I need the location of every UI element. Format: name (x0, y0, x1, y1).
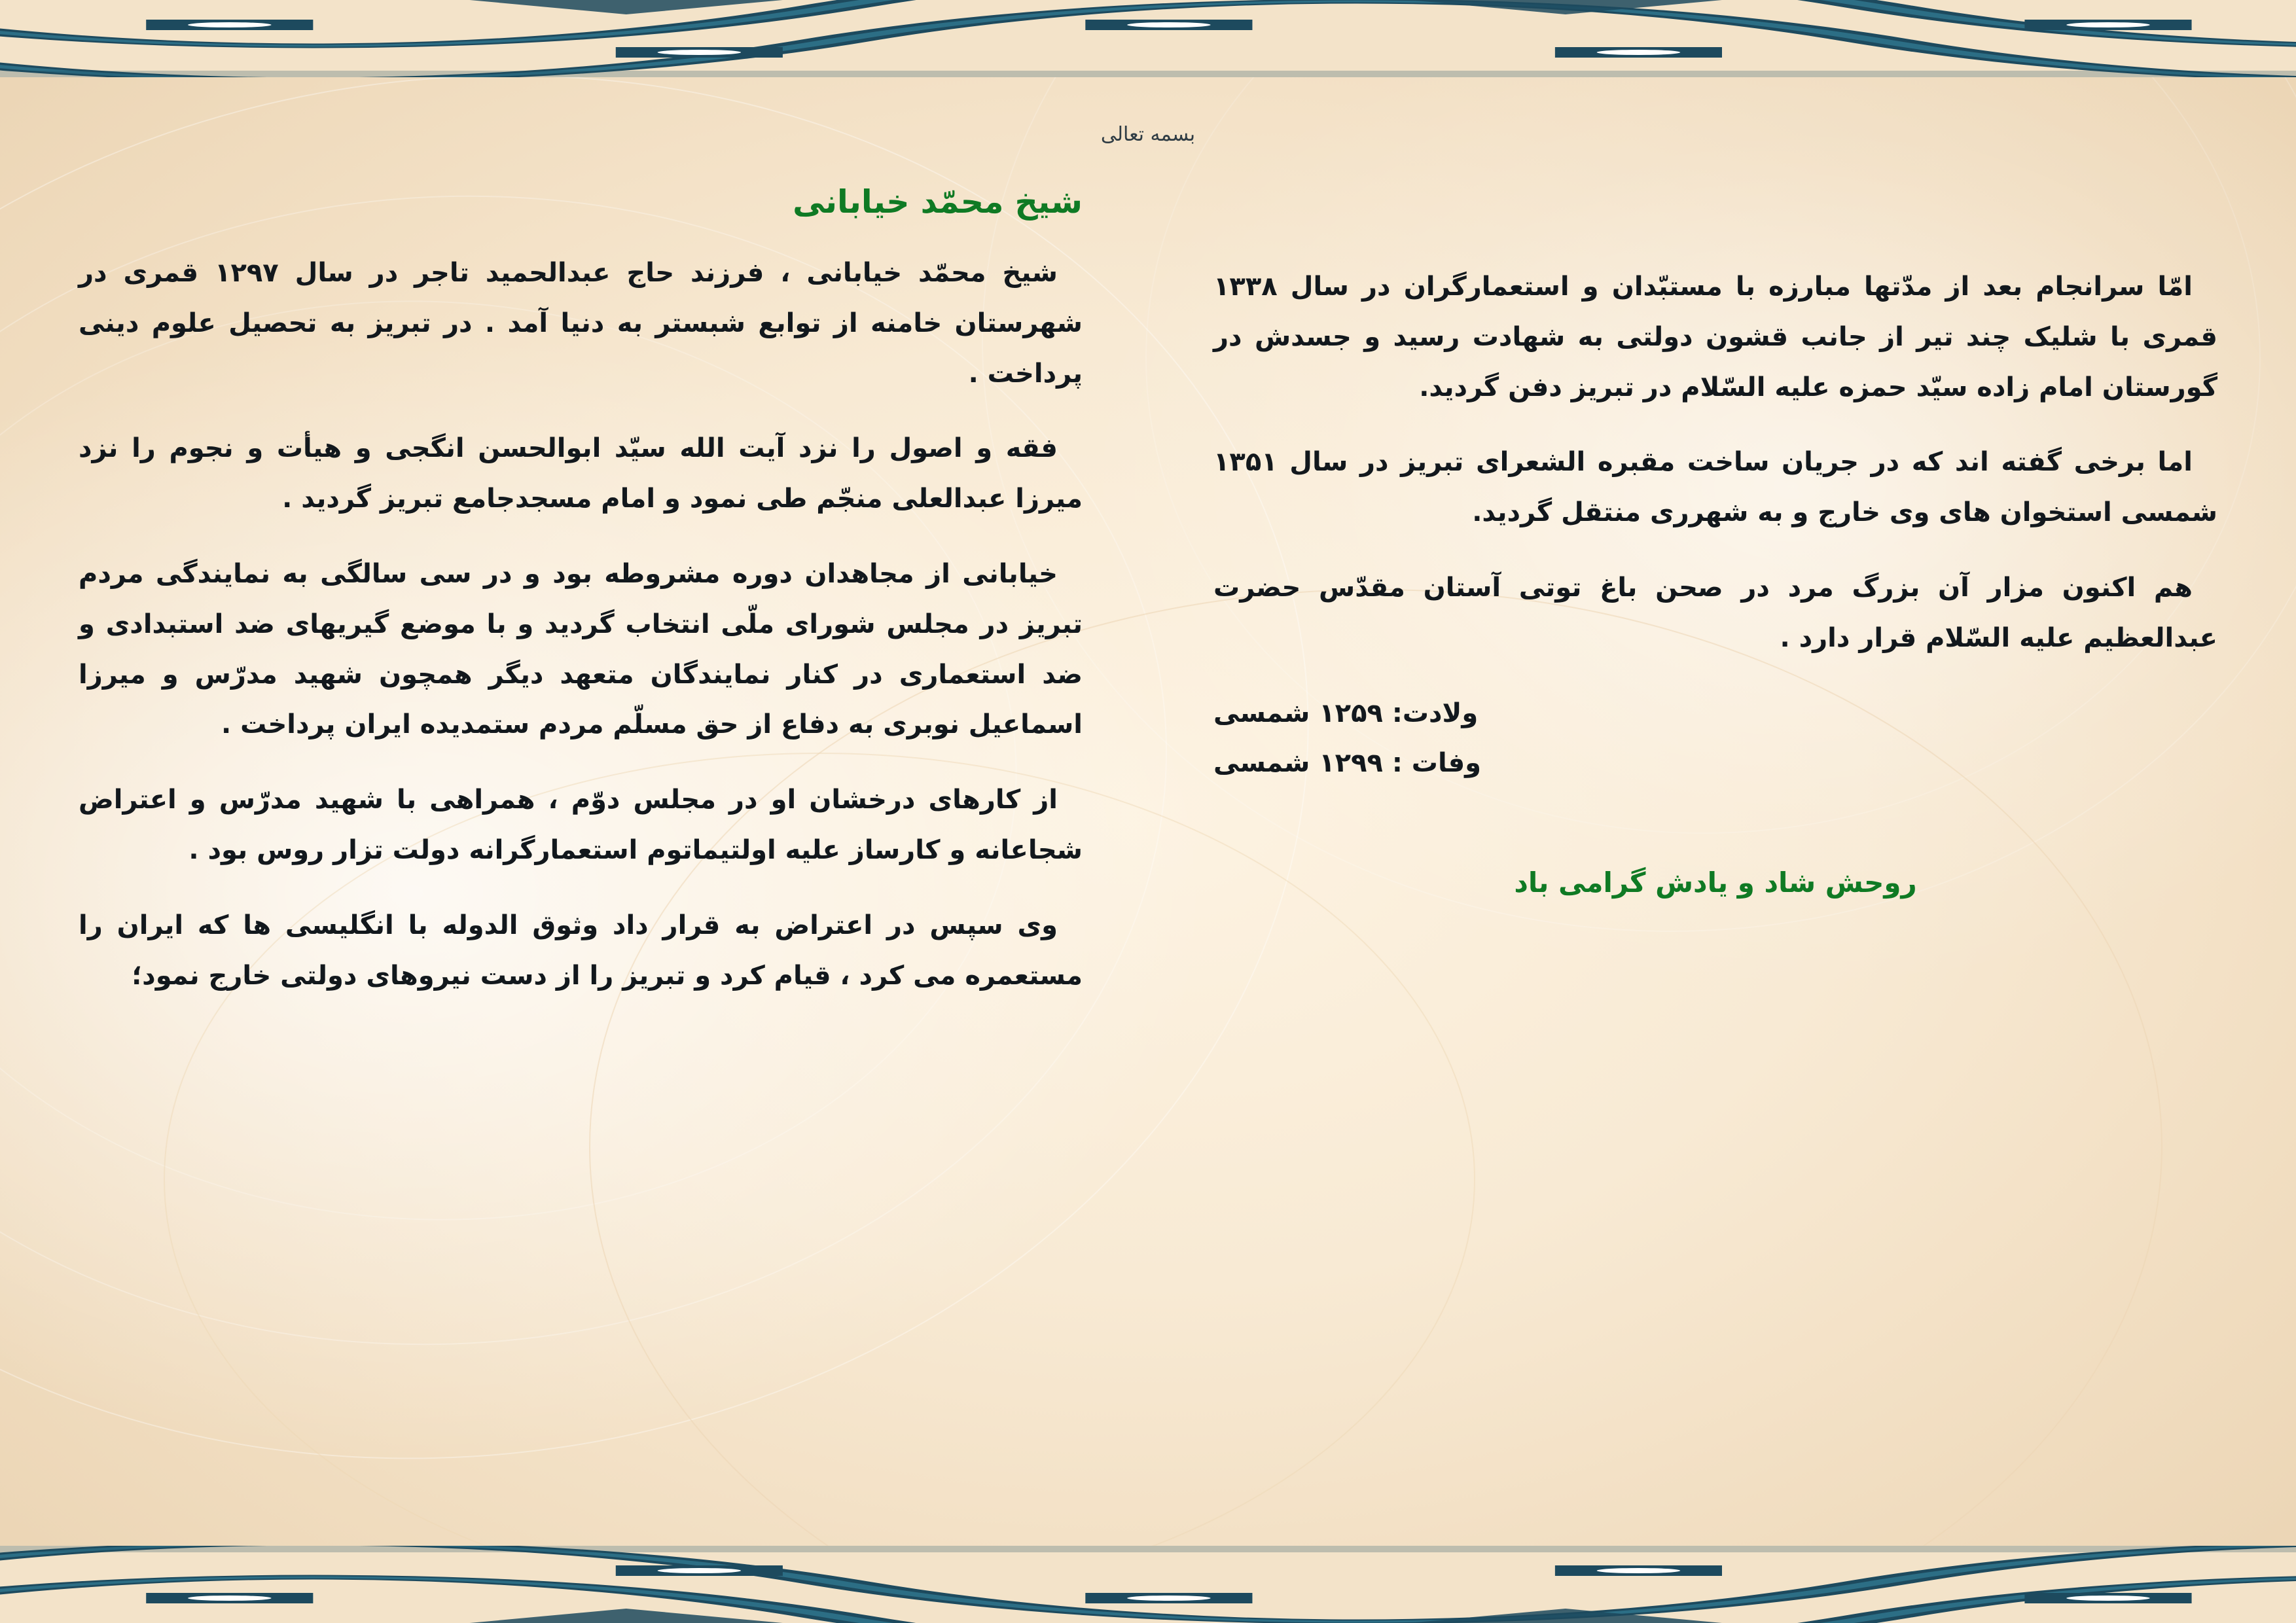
ornament-pattern (0, 0, 2296, 77)
paragraph: خیابانی از مجاهدان دوره مشروطه بود و در سی سالگی به نمایندگی مردم تبریز در مجلس شورای ملّی انتخاب گردید و با موضع گیریهای ضد استبدادی و ضد استعماری در کنار نمایندگان متعهد دیگر همچون شهید مدرّس و میرزا اسماعیل نوبری به دفاع از حق مسلّم مردم ستمدیده ایران پرداخت . (79, 558, 1083, 740)
paragraph: امّا سرانجام بعد از مدّتها مبارزه با مستبّدان و استعمارگران در سال ۱۳۳۸ قمری با شلیک چند تیر از جانب قشون دولتی به شهادت رسید و جسدش در گورستان امام زاده سیّد حمزه علیه السّلام در تبریز دفن گردید. (1213, 272, 2217, 402)
paragraph: شیخ محمّد خیابانی ، فرزند حاج عبدالحمید تاجر در سال ۱۲۹۷ قمری در شهرستان خامنه از توابع شبستر به دنیا آمد . در تبریز به تحصیل علوم دینی پرداخت . (79, 258, 1083, 389)
paragraph: هم اکنون مزار آن بزرگ مرد در صحن باغ توتی آستان مقدّس حضرت عبدالعظیم علیه السّلام قرار دارد . (1213, 572, 2217, 653)
paragraph: وی سپس در اعتراض به قرار داد وثوق الدوله با انگلیسی ها که ایران را مستعمره می کرد ، قیام کرد و تبریز را از دست نیروهای دولتی خارج نمود؛ (79, 910, 1083, 991)
paragraph: از کارهای درخشان او در مجلس دوّم ، همراهی با شهید مدرّس و اعتراض شجاعانه و کارساز علیه اولتیماتوم استعمارگرانه دولت تزار روس بود . (79, 785, 1083, 865)
bismillah-line: بسمه تعالی (1100, 123, 1196, 146)
page-title: شیخ محمّد خیابانی (793, 183, 1083, 221)
paragraph: فقه و اصول را نزد آیت الله سیّد ابوالحسن انگجی و هیأت و نجوم را نزد میرزا عبدالعلی منجّم طی نمود و امام مسجدجامع تبریز گردید . (79, 433, 1083, 514)
ornament-pattern (0, 1546, 2296, 1623)
left-text-column (1200, 183, 2217, 1026)
death-date-line: وفات : ۱۲۹۹ شمسی (1213, 747, 1482, 778)
top-border-ornament (0, 0, 2296, 77)
right-text-column (79, 183, 1122, 1026)
bottom-border-ornament (0, 1546, 2296, 1623)
content-columns (0, 183, 2296, 1026)
birth-date-line: ولادت: ۱۲۵۹ شمسی (1213, 698, 1479, 728)
paragraph: اما برخی گفته اند که در جریان ساخت مقبره الشعرای تبریز در سال ۱۳۵۱ شمسی استخوان های وی خارج و به شهرری منتقل گردید. (1213, 447, 2217, 528)
closing-blessing: روحش شاد و یادش گرامی باد (1514, 866, 1917, 899)
